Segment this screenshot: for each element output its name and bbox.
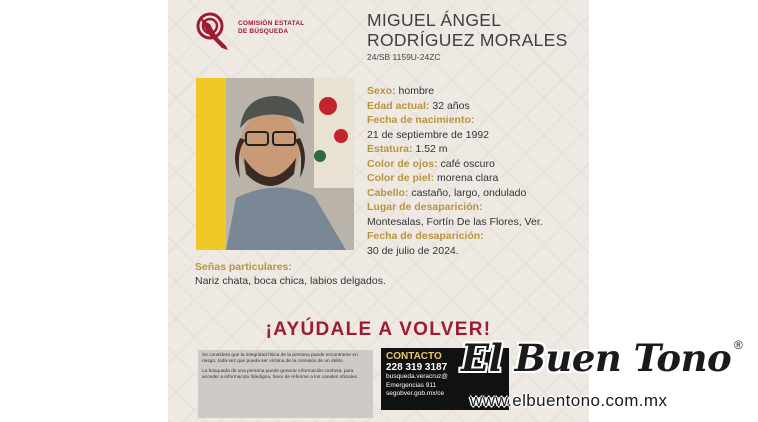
contact-emergency: Emergencias 911 bbox=[386, 381, 437, 389]
org-line-2: DE BÚSQUEDA bbox=[238, 28, 289, 35]
senas-text: Nariz chata, boca chica, labios delgados. bbox=[195, 275, 386, 287]
detail-estatura: Estatura: 1.52 m bbox=[367, 143, 448, 155]
contact-phone[interactable]: 228 319 3187 bbox=[386, 362, 448, 373]
detail-cabello: Cabello: castaño, largo, ondulado bbox=[367, 186, 527, 199]
detail-sexo: Sexo: hombre bbox=[367, 85, 435, 97]
org-line-1: COMISIÓN ESTATAL bbox=[238, 20, 305, 27]
commission-logo bbox=[196, 12, 316, 52]
person-details bbox=[367, 84, 543, 258]
detail-nacimiento: 21 de septiembre de 1992 bbox=[367, 128, 490, 141]
watermark-title: El Buen Tono bbox=[461, 336, 732, 380]
detail-piel: Color de piel: morena clara bbox=[367, 172, 499, 184]
folio-number: 24/SB 1159U-24ZC bbox=[367, 52, 441, 62]
newspaper-watermark bbox=[461, 336, 753, 416]
detail-nacimiento-label: Fecha de nacimiento: bbox=[367, 114, 475, 126]
detail-lugar: Montesalas, Fortín De las Flores, Ver. bbox=[367, 215, 543, 228]
watermark-url: www.elbuentono.com.mx bbox=[470, 391, 668, 410]
missing-person-name bbox=[367, 10, 568, 50]
detail-edad: Edad actual: 32 años bbox=[367, 99, 470, 112]
veracruz-map-icon bbox=[196, 12, 236, 52]
detail-lugar-label: Lugar de desaparición: bbox=[367, 201, 483, 213]
disclaimer-risk: Se considera que la integridad física de la persona puede encontrarse en riesgo, toda vez que pueda ser víctima de la comisión de un delito. bbox=[202, 353, 358, 364]
detail-ojos: Color de ojos: café oscuro bbox=[367, 157, 495, 170]
detail-fecha-label: Fecha de desaparición: bbox=[367, 230, 484, 242]
senas-label: Señas particulares: bbox=[195, 261, 292, 273]
person-photo bbox=[196, 78, 354, 250]
disclaimer-box bbox=[198, 350, 373, 418]
distinguishing-marks bbox=[195, 260, 386, 288]
disclaimer-official: La búsqueda de una persona puede generar información confusa, para acceder a información fidedigna, favor de referirse a los canales oficiales. bbox=[202, 369, 359, 380]
commission-name bbox=[238, 20, 304, 36]
name-line-2: RODRÍGUEZ MORALES bbox=[367, 30, 568, 50]
contact-website[interactable]: segobver.gob.mx/ce bbox=[386, 390, 445, 397]
contact-title: CONTACTO bbox=[386, 351, 442, 362]
registered-icon: ® bbox=[734, 338, 743, 352]
help-heading: ¡AYÚDALE A VOLVER! bbox=[265, 319, 492, 340]
detail-fecha: 30 de julio de 2024. bbox=[367, 244, 459, 257]
name-line-1: MIGUEL ÁNGEL bbox=[367, 10, 502, 30]
contact-email[interactable]: busqueda.veracruz@ bbox=[386, 373, 448, 380]
